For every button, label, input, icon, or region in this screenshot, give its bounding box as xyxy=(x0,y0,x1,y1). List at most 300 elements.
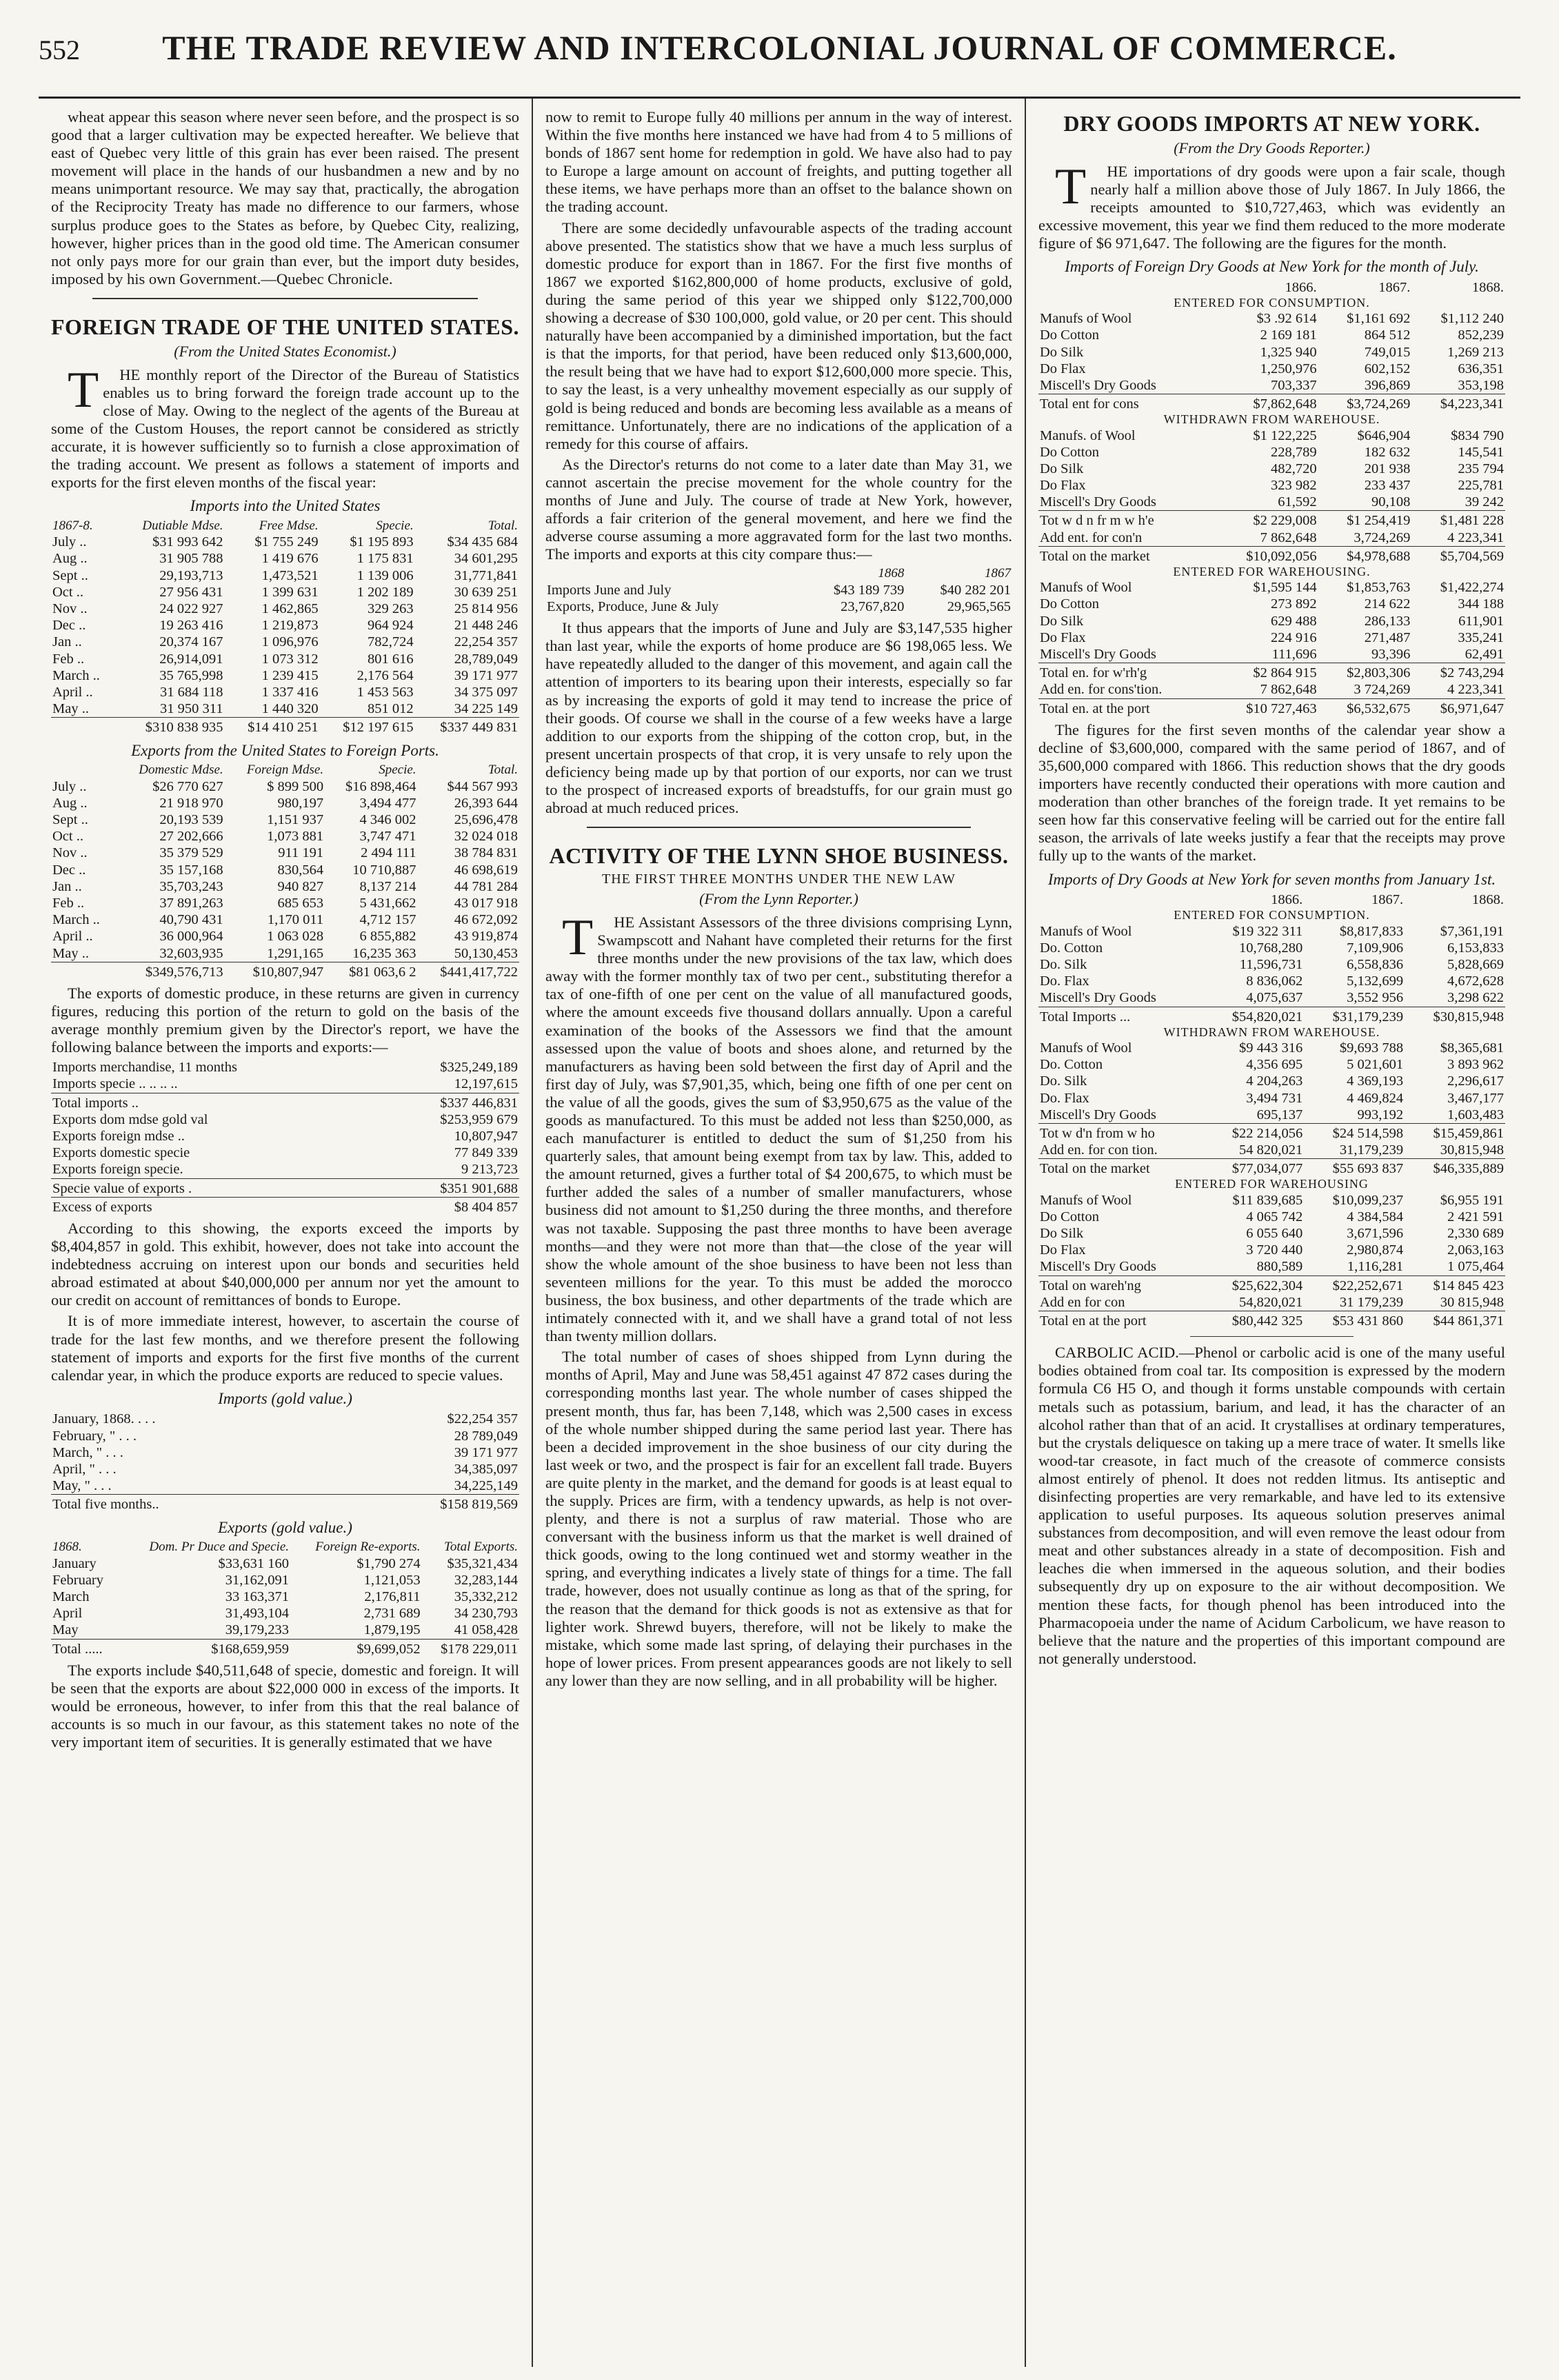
table-cell: $6,955 191 xyxy=(1440,1192,1504,1208)
table-cell: 6,558,836 xyxy=(1347,957,1404,972)
table-row xyxy=(51,1197,519,1216)
table-cell: 4 223,341 xyxy=(1447,530,1504,545)
table-cell: 3 724,269 xyxy=(1354,682,1411,698)
table-cell: $15,459,861 xyxy=(1405,1123,1505,1142)
table-cell: 54,820,021 xyxy=(1239,1294,1303,1310)
table-cell: $9,699,052 xyxy=(290,1639,422,1657)
table-row xyxy=(51,1639,519,1657)
page-number: 552 xyxy=(39,34,80,65)
table-cell: April, " . . . xyxy=(52,1462,117,1478)
table-cell: 29,965,565 xyxy=(947,598,1011,614)
table-cell: 1,250,976 xyxy=(1260,361,1317,376)
table-row xyxy=(1038,1209,1505,1225)
table-cell: $22 214,056 xyxy=(1203,1123,1304,1142)
table-cell: $310 838 935 xyxy=(116,718,224,736)
table-cell: 335,241 xyxy=(1458,629,1504,645)
table-cell: 32 024 018 xyxy=(454,829,518,845)
table-cell: $30,815,948 xyxy=(1405,1007,1505,1025)
table-cell: 2,176 564 xyxy=(356,667,414,683)
table-cell: 602,152 xyxy=(1364,361,1411,376)
table-cell: 6,153,833 xyxy=(1447,940,1504,956)
table-row xyxy=(1038,327,1505,343)
table-row xyxy=(1038,1311,1505,1330)
table-header-row xyxy=(51,763,519,778)
table-cell: Jan .. xyxy=(52,634,82,650)
table-row xyxy=(1038,613,1505,629)
table-cell: 29,193,713 xyxy=(159,567,223,583)
table-cell: 31 684 118 xyxy=(160,684,223,700)
table-cell: Manufs of Wool xyxy=(1040,580,1132,596)
table-cell: 34 230,793 xyxy=(454,1606,518,1622)
table-cell: Do Cotton xyxy=(1040,327,1099,343)
table-cell: 3 893 962 xyxy=(1447,1057,1504,1073)
table-cell: Manufs of Wool xyxy=(1040,311,1132,327)
table-cell: 993,192 xyxy=(1357,1107,1404,1122)
table-row xyxy=(1038,1123,1505,1142)
table-row xyxy=(51,567,519,584)
table-row xyxy=(1038,681,1505,698)
table-cell: 1 202 189 xyxy=(356,584,414,600)
table-cell: 2,296,617 xyxy=(1447,1073,1504,1089)
table-cell: 7,109,906 xyxy=(1347,940,1404,956)
table-cell: 32,603,935 xyxy=(159,945,223,961)
table-row xyxy=(51,1495,519,1513)
table-cell: Do. Flax xyxy=(1040,1090,1089,1106)
table-cell: Specie. xyxy=(379,763,416,778)
table-row xyxy=(51,1059,519,1076)
table-cell: Do. Cotton xyxy=(1040,1057,1103,1073)
table-cell: July .. xyxy=(52,778,87,794)
table-cell: Total on wareh'ng xyxy=(1038,1275,1203,1294)
table-cell: 111,696 xyxy=(1271,647,1317,663)
table-cell: 182 632 xyxy=(1364,444,1411,460)
table-cell: 1 453 563 xyxy=(356,684,414,700)
table-cell: $1,595 144 xyxy=(1253,580,1317,596)
table-cell: $ 899 500 xyxy=(267,778,324,794)
table-cell: 3,298 622 xyxy=(1447,990,1504,1006)
divider xyxy=(92,298,478,299)
table-cell: 1,473,521 xyxy=(261,567,319,583)
article-paragraph: According to this showing, the exports exceed the imports by $8,404,857 in gold. This exhibit, however, does not take into account the indebtedness accruing on interest upon our bonds and securities held abroad estimated at about $40,000,000 per annum nor yet the amount to our credit on account of remittances of bonds to Europe. xyxy=(51,1219,519,1309)
july-dry-goods-table xyxy=(1038,279,1505,717)
table-cell: 4 369,193 xyxy=(1347,1073,1404,1089)
column-2 xyxy=(532,99,1025,2367)
table-cell: Total ent for cons xyxy=(1038,394,1215,413)
table-cell: 1,291,165 xyxy=(267,945,324,961)
article-paragraph: There are some decidedly unfavourable aspects of the trading account above presented. The statistics show that we have a much less surplus of domestic produce for export than in 1867. For the first five months of 1867 we exported $162,800,000 of home products, exclusive of gold, during the same period of this year we shipped only $122,700,000 showing a decrease of $30 100,000, gold value, or 20 per cent. This should naturally have been accompanied by a diminished importation, but the fact is that the imports, for that period, have been reduced only $13,600,000, the result being that we have had to export $12,600,000 more specie. This, to say the least, is a very unhealthy movement especially as our supply of gold is being reduced and bonds are becoming less available as a means of remittance. Unfortunately, there are no indications of the application of a remedy for this course of affairs. xyxy=(545,219,1012,452)
table-cell: 39 242 xyxy=(1465,494,1504,510)
table-cell: 1867. xyxy=(1371,892,1404,908)
article-paragraph: now to remit to Europe fully 40 millions per annum in the way of interest. Within the five months here instanced we have had from 4 to 5 millions of bonds of 1867 sent home for redemption in gold. We have also had to pay to Europe a large amount on account of freights, and putting together all these items, we have perhaps more than an offset to the balance shown on the trading account. xyxy=(545,108,1012,216)
table-cell: Manufs of Wool xyxy=(1040,1192,1132,1208)
table-cell: 2,980,874 xyxy=(1347,1242,1404,1258)
gold-exports-table xyxy=(51,1540,519,1657)
table-cell: Manufs. of Wool xyxy=(1040,427,1136,443)
table-cell: Exports, Produce, June & July xyxy=(547,598,719,614)
table-cell: April xyxy=(52,1606,83,1622)
table-row xyxy=(51,584,519,601)
table-cell: 3,494 477 xyxy=(359,795,416,811)
table-cell: Dutiable Mdse. xyxy=(142,518,223,533)
article-title: FOREIGN TRADE OF THE UNITED STATES. xyxy=(51,314,519,339)
table-cell: $253,959 679 xyxy=(440,1111,518,1127)
table-row xyxy=(1038,546,1505,565)
table-cell: 3,552 956 xyxy=(1347,990,1404,1006)
table-cell: 90,108 xyxy=(1371,494,1411,510)
table-header-row xyxy=(545,566,1012,581)
table-cell: 77 849 339 xyxy=(454,1145,518,1161)
table-row xyxy=(51,1111,519,1128)
divider xyxy=(587,827,971,828)
table-cell: Miscell's Dry Goods xyxy=(1040,1259,1156,1275)
table-cell: 36 000,964 xyxy=(159,929,223,945)
table-cell: 27 202,666 xyxy=(159,829,223,845)
table-cell xyxy=(51,718,116,736)
table-cell: February, " . . . xyxy=(52,1428,137,1444)
table-cell: 34 601,295 xyxy=(454,551,518,567)
table-cell: 4,672,628 xyxy=(1447,974,1504,989)
table-cell: 8 836,062 xyxy=(1246,974,1303,989)
table-row xyxy=(1038,956,1505,973)
table-cell: Total. xyxy=(487,763,518,778)
table-cell: WITHDRAWN FROM WAREHOUSE. xyxy=(1163,1025,1380,1039)
table-cell: 1,170 011 xyxy=(267,912,324,928)
table-cell: $646,904 xyxy=(1357,427,1411,443)
table-cell: 7 862,648 xyxy=(1260,530,1317,545)
table-cell: Nov .. xyxy=(52,601,88,617)
article-paragraph: As the Director's returns do not come to a later date than May 31, we cannot ascertain the precise movement for the whole country for the months of June and July. The course of trade at New York, however, affords a fair criterion of the general movement, and here we find the adverse course assuming a more aggravated form for the last two months. The imports and exports at this city compare thus:— xyxy=(545,455,1012,563)
table-row xyxy=(1038,663,1505,682)
table-cell: 4 065 742 xyxy=(1246,1209,1303,1224)
table-cell: 1 219,873 xyxy=(261,618,319,634)
table-cell: $158 819,569 xyxy=(388,1495,519,1513)
table-cell: Manufs of Wool xyxy=(1040,1040,1132,1056)
table-row xyxy=(1038,989,1505,1007)
table-cell: 329 263 xyxy=(368,601,414,617)
table-cell: 1,121,053 xyxy=(363,1572,421,1588)
table-row xyxy=(1038,361,1505,377)
table-cell: Total on the market xyxy=(1038,546,1215,565)
table-row xyxy=(51,667,519,684)
table-section-label xyxy=(1038,1177,1505,1191)
table-cell: $9,693 788 xyxy=(1339,1040,1404,1056)
table-cell: 4 469,824 xyxy=(1347,1090,1404,1106)
table-cell: $6,532,675 xyxy=(1318,698,1412,717)
table-cell: $8,365,681 xyxy=(1440,1040,1504,1056)
table-row xyxy=(51,778,519,795)
table-row xyxy=(1038,1225,1505,1242)
table-cell: 39 171 977 xyxy=(454,667,518,683)
table-cell: Oct .. xyxy=(52,584,83,600)
table-cell: $7,361,191 xyxy=(1440,923,1504,939)
table-cell: 880,589 xyxy=(1256,1259,1303,1275)
table-cell: Total. xyxy=(487,518,518,533)
table-cell: Do Flax xyxy=(1040,361,1086,376)
table-cell: $168,659,959 xyxy=(117,1639,290,1657)
table-cell: 22,254 357 xyxy=(454,634,518,650)
table-row xyxy=(51,962,519,980)
table-cell: $46,335,889 xyxy=(1405,1159,1505,1178)
table-cell: Exports foreign mdse .. xyxy=(52,1129,185,1144)
table-cell: $337 446,831 xyxy=(388,1093,519,1111)
table-cell: $81 063,6 2 xyxy=(325,962,417,980)
table-cell: 44 781 284 xyxy=(454,878,518,894)
table-cell: $1 755 249 xyxy=(254,534,319,550)
table-cell: $2 864 915 xyxy=(1215,663,1318,682)
table-cell: 482,720 xyxy=(1271,461,1317,476)
table-cell: $4,978,688 xyxy=(1318,546,1412,565)
table-cell: Sept .. xyxy=(52,567,88,583)
table-row xyxy=(1038,1073,1505,1089)
table-cell: $55 693 837 xyxy=(1304,1159,1405,1178)
table-cell: 38 784 831 xyxy=(454,845,518,861)
table-cell: $1,790 274 xyxy=(356,1555,421,1571)
table-cell: $33,631 160 xyxy=(218,1555,289,1571)
table-row xyxy=(1038,530,1505,547)
table-row xyxy=(51,534,519,550)
table-row xyxy=(1038,891,1505,908)
table-cell: 39,179,233 xyxy=(225,1622,289,1638)
table-cell: 30,815,948 xyxy=(1440,1142,1504,1158)
table-cell: 224 916 xyxy=(1271,629,1317,645)
table-cell xyxy=(51,763,114,778)
us-exports-table xyxy=(51,763,519,980)
table-cell: 28,789,049 xyxy=(454,651,518,667)
table-cell: 62,491 xyxy=(1465,647,1504,663)
table-cell: 323 982 xyxy=(1271,478,1317,494)
table-cell: 1 175 831 xyxy=(356,551,414,567)
table-cell: 396,869 xyxy=(1364,377,1411,393)
table-cell: $77,034,077 xyxy=(1203,1159,1304,1178)
table-row xyxy=(51,1128,519,1144)
table-cell: $11 839,685 xyxy=(1232,1192,1303,1208)
table-cell: 20,374 167 xyxy=(159,634,223,650)
table-caption: Imports of Foreign Dry Goods at New York for the month of July. xyxy=(1065,258,1479,276)
table-caption: Exports (gold value.) xyxy=(218,1518,352,1536)
table-cell: Miscell's Dry Goods xyxy=(1040,377,1156,393)
table-cell: Do. Silk xyxy=(1040,957,1087,972)
table-cell: 31 905 788 xyxy=(159,551,223,567)
table-cell: $10 727,463 xyxy=(1215,698,1318,717)
table-cell: Miscell's Dry Goods xyxy=(1040,494,1156,510)
table-cell: 703,337 xyxy=(1271,377,1317,393)
table-cell: Specie value of exports . xyxy=(51,1178,388,1197)
table-cell: January xyxy=(52,1555,97,1571)
table-cell: 41 058,428 xyxy=(454,1622,518,1638)
table-cell: Total Exports. xyxy=(444,1540,518,1555)
table-cell: $31 993 642 xyxy=(152,534,223,550)
table-cell: $2 229,008 xyxy=(1215,511,1318,530)
table-row xyxy=(1038,1275,1505,1294)
table-cell: 5,828,669 xyxy=(1447,957,1504,972)
table-cell: 4 204,263 xyxy=(1246,1073,1303,1089)
table-cell: $35,321,434 xyxy=(447,1555,518,1571)
table-cell: 10,807,947 xyxy=(454,1129,518,1144)
table-cell: 611,901 xyxy=(1458,613,1504,629)
table-row xyxy=(51,634,519,650)
carbolic-acid-paragraph: CARBOLIC ACID.—Phenol or carbolic acid is one of the many useful bodies obtained from coal tar. Its composition is expressed by the modern formula C6 H5 O, and though it forms unstable compounds with certain metals such as potassium, barium, and lead, it has the character of an alcohol rather than that of an acid. It crystallises at ordinary temperatures, but the crystals deliquesce on taking up a mere trace of water. It smells like wood-tar creasote, in fact much of the creasote of commerce consists almost entirely of phenol. It does not redden litmus. Its antiseptic and disinfecting properties are very remarkable, and have led to its extensive application to useful purposes. Its aqueous solution preserves animal substances from decomposition, and will even remove the least odour from meat and other substances already in a state of decomposition. Fish and leaches die when immersed in the aqueous solution, and their bodies subsequently dry up on exposure to the air without decomposition. We mention these facts, for though phenol has been introduced into the Pharmacopoeia under the name of Acidum Carbolicum, we have reason to believe that the nature and the properties of this important compound are not generally understood. xyxy=(1038,1344,1505,1667)
table-cell: January, 1868. . . . xyxy=(52,1411,156,1427)
table-cell: $40 282 201 xyxy=(940,582,1011,598)
table-cell: 1,603,483 xyxy=(1447,1107,1504,1122)
table-cell: 20,193 539 xyxy=(159,812,223,827)
table-cell: $441,417,722 xyxy=(418,962,519,980)
table-cell: 35,332,212 xyxy=(454,1589,518,1605)
table-cell: 46 698,619 xyxy=(454,862,518,878)
table-cell: 1868 xyxy=(878,566,905,581)
table-cell: $2 743,294 xyxy=(1411,663,1505,682)
table-cell: 1868. xyxy=(1471,279,1504,295)
table-cell xyxy=(1038,891,1203,908)
table-row xyxy=(1038,511,1505,530)
table-cell: 54 820,021 xyxy=(1239,1142,1303,1158)
table-cell: $25,622,304 xyxy=(1203,1275,1304,1294)
table-cell: 2,731 689 xyxy=(363,1606,421,1622)
table-cell: Imports specie .. .. .. .. xyxy=(52,1076,178,1092)
balance-table xyxy=(51,1059,519,1216)
table-cell: $351 901,688 xyxy=(388,1178,519,1197)
table-cell: Foreign Mdse. xyxy=(246,763,324,778)
article-paragraph: THE importations of dry goods were upon a fair scale, though nearly half a million above those of July 1867. In July 1866, the receipts amounted to $10,727,463, which was evidently an excessive movement, this year we find them reduced to the more moderate figure of $6 971,647. The following are the figures for the month. xyxy=(1038,158,1505,252)
table-cell: 31,162,091 xyxy=(225,1572,289,1588)
table-cell: 30 815,948 xyxy=(1440,1294,1504,1310)
table-cell: $22,252,671 xyxy=(1304,1275,1405,1294)
table-row xyxy=(1038,1242,1505,1258)
table-row xyxy=(545,582,1012,598)
table-cell: 852,239 xyxy=(1458,327,1504,343)
table-cell: Jan .. xyxy=(52,878,82,894)
table-cell: 34 225 149 xyxy=(454,701,518,717)
table-cell: May, " . . . xyxy=(52,1478,112,1494)
table-row xyxy=(51,1144,519,1161)
table-cell: Free Mdse. xyxy=(259,518,319,533)
table-caption: Imports into the United States xyxy=(190,497,381,515)
table-cell: Total en. at the port xyxy=(1038,698,1215,717)
table-cell: $1 254,419 xyxy=(1318,511,1412,530)
table-cell: ENTERED FOR WAREHOUSING xyxy=(1175,1177,1369,1191)
table-row xyxy=(1038,279,1505,296)
table-cell: Dec .. xyxy=(52,618,86,634)
table-cell: Miscell's Dry Goods xyxy=(1040,647,1156,663)
table-cell: 629 488 xyxy=(1271,613,1317,629)
table-row xyxy=(545,598,1012,615)
table-row xyxy=(1038,1258,1505,1275)
table-cell: 1 440 320 xyxy=(261,701,319,717)
table-cell: 1868. xyxy=(52,1540,82,1555)
table-cell: 782,724 xyxy=(368,634,414,650)
table-row xyxy=(51,1444,519,1461)
table-cell: Manufs of Wool xyxy=(1040,923,1132,939)
table-cell: 35,703,243 xyxy=(159,878,223,894)
table-row xyxy=(1038,444,1505,461)
table-cell xyxy=(51,962,114,980)
table-row xyxy=(51,1605,519,1622)
table-cell: 2,176,811 xyxy=(364,1589,421,1605)
article-source: (From the Lynn Reporter.) xyxy=(699,890,858,908)
table-cell: 43 919,874 xyxy=(454,929,518,945)
table-cell: March .. xyxy=(52,667,100,683)
table-cell: 37 891,263 xyxy=(159,895,223,911)
table-row xyxy=(1038,1107,1505,1124)
table-cell: $337 449 831 xyxy=(415,718,519,736)
table-cell: Add en. for con tion. xyxy=(1040,1142,1158,1158)
table-cell: 26,914,091 xyxy=(159,651,223,667)
table-cell: Add ent. for con'n xyxy=(1040,530,1143,545)
table-cell: Total en at the port xyxy=(1038,1311,1203,1330)
table-cell: 35 157,168 xyxy=(159,862,223,878)
table-cell: 93,396 xyxy=(1371,647,1411,663)
intro-paragraph: wheat appear this season where never seen before, and the prospect is so good that a larger cultivation may be expected hereafter. We believe that east of Quebec very little of this grain has ever been raised. The present movement will place in the hands of our husbandmen a new and by no means unimportant resource. We may say that, practically, the abrogation of the Reciprocity Treaty has made no difference to our farmers, whose surplus produce goes to the States as before, by Quebec City, realizing, however, higher prices than in the good old time. The American consumer not only pays more for our grain than ever, but the import duty besides, imposed by his own Government.—Quebec Chronicle. xyxy=(51,108,519,288)
column-1 xyxy=(39,99,532,2367)
table-cell: Feb .. xyxy=(52,895,85,911)
table-section-label xyxy=(1038,565,1505,579)
table-row xyxy=(51,1572,519,1589)
table-cell: 2 421 591 xyxy=(1447,1209,1504,1224)
table-cell: 34,385,097 xyxy=(454,1462,518,1478)
table-cell: Excess of exports xyxy=(51,1197,388,1216)
table-cell: 1 096,976 xyxy=(261,634,319,650)
table-cell: Do Cotton xyxy=(1040,1209,1099,1224)
table-row xyxy=(51,550,519,567)
table-cell: Total on the market xyxy=(1038,1159,1203,1178)
table-cell: 3,747 471 xyxy=(359,829,416,845)
table-cell: Tot w d'n from w ho xyxy=(1038,1123,1203,1142)
table-cell: 5,132,699 xyxy=(1347,974,1404,989)
table-row xyxy=(1038,1142,1505,1159)
table-row xyxy=(51,617,519,634)
table-cell: Dom. Pr Duce and Specie. xyxy=(149,1540,289,1555)
table-cell: 1 075,464 xyxy=(1447,1259,1504,1275)
table-cell: 7 862,648 xyxy=(1260,682,1317,698)
table-cell: Tot w d n fr m w h'e xyxy=(1038,511,1215,530)
table-cell: 1866. xyxy=(1285,279,1317,295)
table-cell: 1866. xyxy=(1271,892,1303,908)
table-cell: Aug .. xyxy=(52,795,88,811)
table-cell: 24 022 927 xyxy=(159,601,223,617)
table-cell: Exports foreign specie. xyxy=(52,1162,183,1178)
table-cell: 35 765,998 xyxy=(159,667,223,683)
table-cell: 33 163,371 xyxy=(225,1589,289,1605)
table-cell: 5 431,662 xyxy=(359,895,416,911)
table-cell: Do Cotton xyxy=(1040,444,1099,460)
table-cell: Exports domestic specie xyxy=(52,1145,190,1161)
table-cell: 6 855,882 xyxy=(359,929,416,945)
table-cell: $8,817,833 xyxy=(1339,923,1404,939)
table-cell: March, " . . . xyxy=(52,1444,123,1460)
table-cell: 26,393 644 xyxy=(454,795,518,811)
table-cell: Do Flax xyxy=(1040,629,1086,645)
table-cell: 4 346 002 xyxy=(359,812,416,827)
table-cell: 749,015 xyxy=(1364,344,1411,360)
table-row xyxy=(1038,629,1505,646)
table-row xyxy=(1038,1192,1505,1209)
table-cell: 2 169 181 xyxy=(1260,327,1317,343)
table-cell: $5,704,569 xyxy=(1411,546,1505,565)
table-cell: 25 814 956 xyxy=(454,601,518,617)
table-cell: 4,356 695 xyxy=(1246,1057,1303,1073)
table-cell: $3,724,269 xyxy=(1318,394,1412,413)
table-cell: 31 179,239 xyxy=(1339,1294,1404,1310)
table-cell: $19 322 311 xyxy=(1232,923,1303,939)
column-3 xyxy=(1025,99,1518,2367)
table-cell: 30 639 251 xyxy=(454,584,518,600)
table-cell: $1 195 893 xyxy=(350,534,414,550)
table-section-label xyxy=(1038,296,1505,310)
table-cell: May .. xyxy=(52,945,89,961)
table-cell: $3 .92 614 xyxy=(1256,311,1317,327)
table-row xyxy=(51,1461,519,1478)
table-cell: 16,235 363 xyxy=(352,945,416,961)
